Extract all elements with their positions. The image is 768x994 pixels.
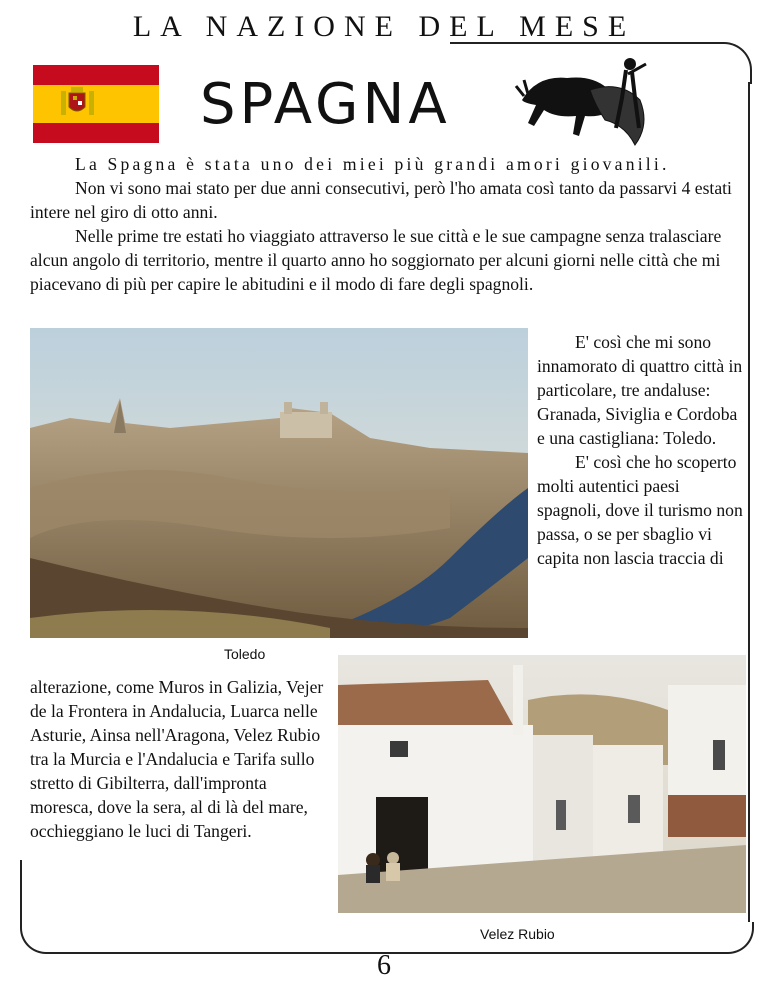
page-frame-left: [20, 860, 22, 925]
intro-paragraph: La Spagna è stata uno dei miei più grandi amori giovanili.: [75, 154, 670, 174]
section-kicker: LA NAZIONE DEL MESE: [132, 10, 636, 43]
page-number: 6: [377, 950, 391, 981]
photo-caption: Velez Rubio: [480, 926, 555, 942]
page-frame-right: [748, 82, 750, 922]
intro-paragraph: Nelle prime tre estati ho viaggiato attraverso le sue città e le sue campagne senza tralasciare alcun angolo di territorio, mentre il quarto anno ho soggiornato per alcuni giorni nelle città che mi piacevano di più per capire le abitudini e il modo di fare degli spagnoli.: [30, 226, 722, 294]
spain-flag-icon: [33, 65, 159, 143]
lower-paragraph: alterazione, come Muros in Galizia, Vejer de la Frontera in Andalucia, Luarca nelle Asturie, Ainsa nell'Aragona, Velez Rubio tra la Murcia e l'Andalucia e Tarifa sullo stretto di Gibilterra, dall'impronta moresca, dove la sera, al di là del mare, occhieggiano le luci di Tangeri.: [30, 677, 324, 841]
side-column-text: [537, 330, 747, 570]
velez-rubio-photo: [338, 655, 746, 913]
page-title: SPAGNA: [200, 72, 451, 137]
photo-caption: Toledo: [224, 646, 266, 662]
intro-text: [30, 152, 748, 296]
intro-paragraph: Non vi sono mai stato per due anni consecutivi, però l'ho amata così tanto da passarvi 4 estati intere nel giro di otto anni.: [30, 178, 732, 222]
bullfighter-illustration: [512, 50, 672, 150]
side-paragraph: E' così che ho scoperto molti autentici paesi spagnoli, dove il turismo non passa, o se per sbaglio vi capita non lascia traccia di: [537, 452, 743, 568]
side-paragraph: E' così che mi sono innamorato di quattro città in particolare, tre andaluse: Granada, Siviglia e Cordoba e una castigliana: Toledo.: [537, 332, 743, 448]
lower-column-text: [30, 675, 325, 843]
toledo-photo: [30, 328, 528, 638]
